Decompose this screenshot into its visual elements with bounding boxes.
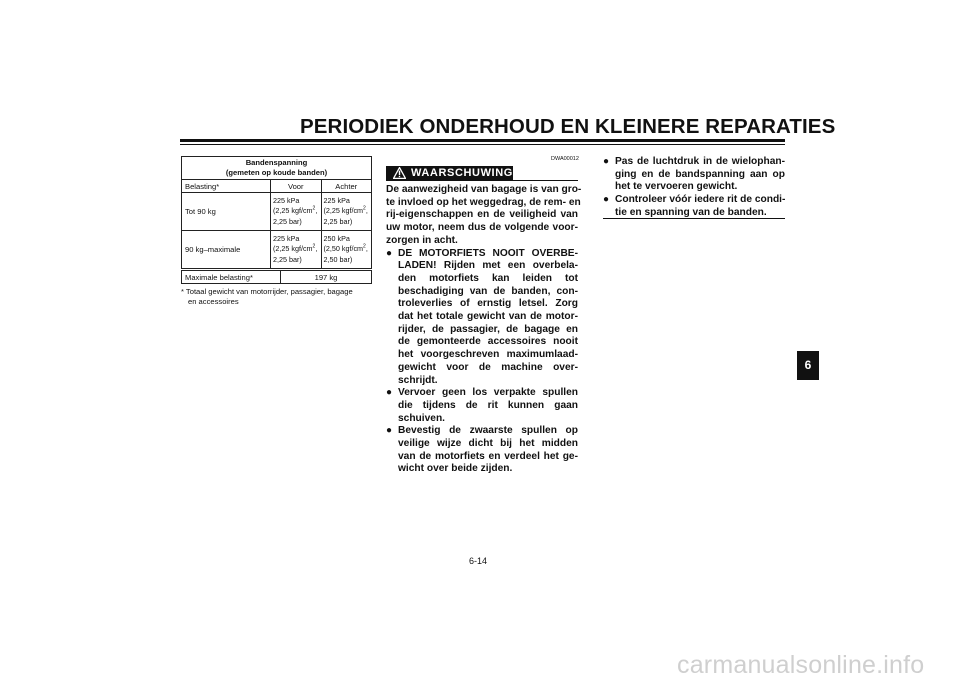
text-line: rij-eigenschappen en de veiligheid van [386, 209, 578, 221]
value-kpa: 225 kPa [273, 195, 300, 205]
header-rule-thick [180, 139, 785, 142]
page-number: 6-14 [469, 556, 488, 566]
value-bar: 2,25 bar) [273, 216, 302, 226]
value-bar: 2,25 bar) [273, 254, 302, 264]
value-kgf: (2,25 kgf/$cm^2$, [273, 205, 318, 216]
tire-table-title-line2: (gemeten op koude banden) [225, 168, 328, 177]
warning-code: DWA00012 [551, 156, 579, 162]
table-footnote [181, 287, 373, 307]
text-line: den motorfiets kan leiden tot [398, 272, 578, 284]
warning-body-continued [603, 156, 785, 220]
col-header-load: Belasting* [182, 180, 271, 193]
text-line: het voorgeschreven maximumlaad- [398, 349, 578, 361]
text-line: uw motor, neem dus de volgende voor- [386, 222, 578, 234]
warning-bullet [603, 156, 785, 194]
value-bar: 2,50 bar) [323, 254, 353, 264]
row-rear-value [321, 231, 372, 269]
text-line: schrijdt. [398, 374, 438, 386]
col-header-front: Voor [271, 180, 322, 193]
bullet-icon: ● [386, 425, 393, 437]
text-line: rijder, de passagier, de bagage en [398, 323, 578, 335]
text-line: ging en de bandspanning aan op [615, 168, 785, 180]
warning-body [386, 184, 582, 476]
text-line: beschadiging van de banden, con- [398, 285, 578, 297]
text-line: van de motorfiets en verdeel het ge- [398, 450, 578, 462]
text-line: gewicht voor de machine over- [398, 361, 578, 373]
value-kgf-text: (2,25 kgf/cm [323, 206, 364, 216]
text-line: De aanwezigheid van bagage is van gro- [386, 184, 582, 195]
warning-bullet [386, 425, 578, 476]
text-line: DE MOTORFIETS NOOIT OVERBE- [398, 247, 578, 259]
text-line: veilige wijze dicht bij het midden [398, 438, 578, 450]
row-load: Tot 90 kg [182, 193, 271, 231]
text-line: LADEN! Rijden met een overbela- [398, 260, 578, 272]
max-load-label: Maximale belasting* [182, 271, 281, 284]
warning-banner [386, 166, 513, 181]
value-kpa: 250 kPa [323, 233, 350, 243]
chapter-tab: 6 [797, 351, 819, 380]
text-line: zorgen in acht. [386, 234, 458, 246]
value-kpa: 225 kPa [323, 195, 350, 205]
max-load-value: 197 kg [281, 271, 372, 284]
col-header-rear: Achter [321, 180, 372, 193]
text-line: Bevestig de zwaarste spullen op [398, 425, 578, 437]
watermark: carmanualsonline.info [677, 651, 925, 679]
warning-bullet [386, 248, 578, 388]
value-bar: 2,25 bar) [323, 216, 353, 226]
warning-label: WAARSCHUWING [411, 167, 513, 179]
text-line: Pas de luchtdruk in de wielophan- [615, 156, 785, 167]
text-line: wicht over beide zijden. [398, 463, 513, 475]
tire-pressure-table [181, 156, 372, 269]
bullet-icon: ● [603, 156, 610, 167]
bullet-icon: ● [603, 194, 610, 206]
tire-table-title [182, 157, 372, 180]
row-load: 90 kg–maximale [182, 231, 271, 269]
bullet-icon: ● [386, 387, 393, 399]
footnote-line: * Totaal gewicht van motorrijder, passagier, bagage [181, 287, 353, 296]
warning-end-rule [603, 218, 785, 219]
value-kgf-text: (2,50 kgf/cm [323, 244, 364, 254]
text-line: dat het totale gewicht van de motor- [398, 311, 578, 323]
footnote-line: en accessoires [188, 297, 239, 306]
value-kgf: (2,25 kgf/$cm^2$, [273, 243, 318, 254]
tire-table-title-line1: Bandenspanning [245, 158, 308, 167]
row-rear-value [321, 193, 372, 231]
row-front-value [271, 193, 322, 231]
text-line: het te vervoeren gewicht. [615, 181, 738, 193]
text-line: schuiven. [398, 412, 445, 424]
bullet-icon: ● [386, 247, 393, 259]
warning-underline [513, 180, 578, 181]
text-line: Vervoer geen los verpakte spullen [398, 387, 578, 399]
warning-bullet [386, 387, 578, 425]
text-line: troleverlies of ernstig letsel. Zorg [398, 298, 578, 310]
value-kgf: (2,50 kgf/$cm^2$, [323, 243, 368, 254]
text-line: Controleer vóór iedere rit de condi- [615, 194, 786, 206]
page-title: PERIODIEK ONDERHOUD EN KLEINERE REPARATIES [300, 115, 836, 138]
value-kgf: (2,25 kgf/$cm^2$, [323, 205, 368, 216]
value-kgf-text: (2,25 kgf/cm [273, 244, 313, 254]
text-line: tie en spanning van de banden. [615, 206, 767, 218]
header-rule-thin [180, 144, 785, 145]
text-line: die tijdens de rit kunnen gaan [398, 399, 578, 411]
text-line: te invloed op het weggedrag, de rem- en [386, 196, 581, 208]
value-kpa: 225 kPa [273, 233, 300, 243]
value-kgf-text: (2,25 kgf/cm [273, 206, 313, 216]
row-front-value [271, 231, 322, 269]
max-load-table [181, 270, 372, 284]
text-line: de gemonteerde accessoires nooit [398, 336, 578, 348]
warning-triangle-icon [393, 167, 406, 179]
warning-bullet [603, 194, 785, 219]
